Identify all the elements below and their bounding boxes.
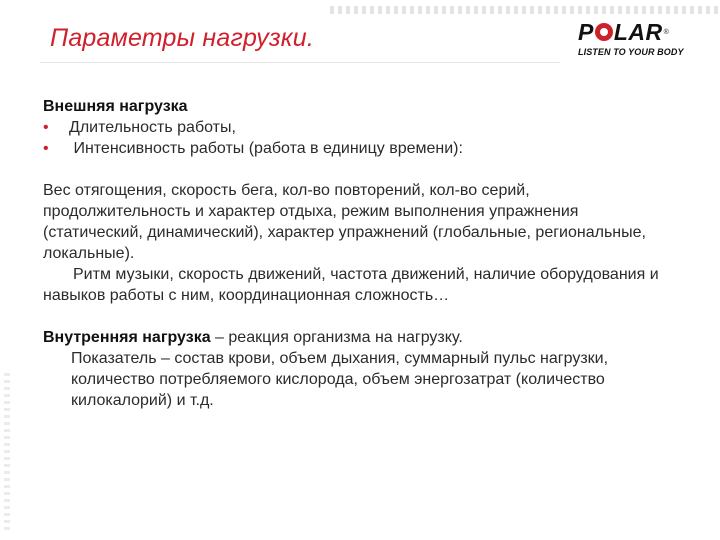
- logo-word-right: LAR: [613, 19, 663, 45]
- logo-word-left: P: [578, 19, 594, 45]
- internal-load-line: [43, 327, 673, 348]
- bullet-item: [43, 138, 673, 159]
- external-load-heading: Внешняя нагрузка: [43, 98, 188, 115]
- slide-title: Параметры нагрузки.: [50, 24, 315, 52]
- polar-logo: [578, 20, 693, 57]
- logo-o-icon: [595, 23, 613, 41]
- internal-load-heading: Внутренняя нагрузка: [43, 329, 211, 346]
- external-params-paragraph-2: Ритм музыки, скорость движений, частота движений, наличие оборудования и навыков работы с ним, координационная сложность…: [43, 266, 659, 304]
- logo-wordmark: [578, 20, 693, 44]
- title-divider: [40, 62, 560, 63]
- logo-tagline: LISTEN TO YOUR BODY: [578, 47, 684, 57]
- spacer: [43, 306, 673, 327]
- external-params-paragraph: Вес отягощения, скорость бега, кол-во повторений, кол-во серий, продолжительность и характер отдыха, режим выполнения упражнения (статический, динамический), характер упражнений (глобальные, региональные, локальные).: [43, 182, 646, 262]
- bullet-item: [43, 117, 673, 138]
- slide-body: [43, 96, 673, 411]
- spacer: [43, 159, 673, 180]
- bullet-dot-icon: •: [43, 119, 49, 136]
- bullet-dot-icon: •: [43, 140, 49, 157]
- bullet-text: Длительность работы,: [69, 119, 236, 136]
- bullet-text: Интенсивность работы (работа в единицу времени):: [69, 140, 463, 157]
- decorative-stripe-top: [330, 6, 720, 14]
- decorative-stripe-left: [4, 370, 10, 530]
- internal-load-definition: – реакция организма на нагрузку.: [210, 329, 463, 346]
- registered-mark: ®: [663, 28, 669, 36]
- internal-indicators-paragraph: Показатель – состав крови, объем дыхания, суммарный пульс нагрузки, количество потребляемого кислорода, объем энергозатрат (количество килокалорий) и т.д.: [71, 350, 609, 409]
